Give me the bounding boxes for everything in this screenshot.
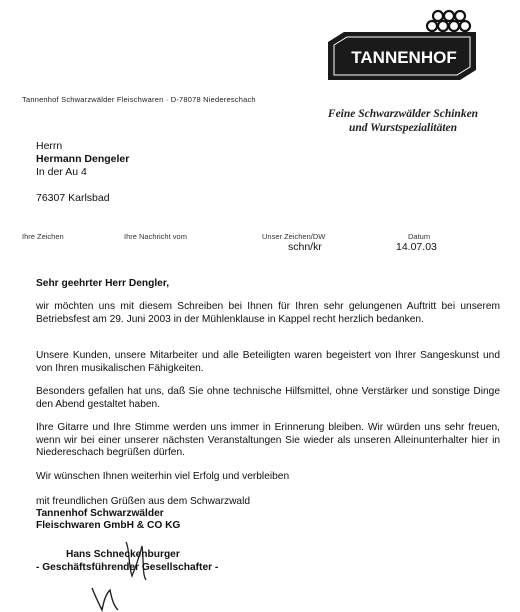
logo-brand-text: TANNENHOF [351,48,457,67]
sender-line: Tannenhof Schwarzwälder Fleischwaren · D-78078 Niedereschach [22,95,256,104]
tagline-line1: Feine Schwarzwälder Schinken [327,108,479,120]
letter-paragraph: Besonders gefallen hat uns, daß Sie ohne technische Hilfsmittel, ohne Verstärker und sonstige Dinge den Abend gestaltet haben. [36,386,500,410]
tagline [298,107,508,135]
letter-paragraph: Unsere Kunden, unsere Mitarbeiter und alle Beteiligten waren begeistert von Ihrer Sangeskunst und von Ihren musikalischen Fähigkeiten. [36,350,500,374]
recipient-street: In der Au 4 [36,166,87,178]
signature [88,536,198,612]
recipient-name: Hermann Dengeler [36,153,130,165]
letter-greeting: Sehr geehrter Herr Dengler, [36,278,170,289]
letter-paragraph: Ihre Gitarre und Ihre Stimme werden uns immer in Erinnerung bleiben. Wir würden uns sehr freuen, wenn wir bei einer unserer nächsten Veranstaltungen Sie wieder als unseren Alleinunterhalter hier in Niedereschach begrüßen dürfen. [36,422,500,459]
ref-unser-zeichen-value: schn/kr [288,241,322,253]
recipient-city: 76307 Karlsbad [36,192,110,204]
recipient-salutation: Herrn [36,140,63,152]
ref-datum-label: Datum [408,232,431,241]
logo-balls-icon [427,11,470,31]
ref-datum-value: 14.07.03 [396,241,437,253]
tagline-line2: und Wurstspezialitäten [348,122,458,134]
company-line1: Tannenhof Schwarzwälder [36,508,164,519]
ref-unser-zeichen-label: Unser Zeichen/DW [262,232,326,241]
tannenhof-logo [322,8,482,82]
ref-ihre-zeichen-label: Ihre Zeichen [22,232,64,241]
letter-closing: mit freundlichen Grüßen aus dem Schwarzwald [36,496,251,507]
letter-paragraph: Wir wünschen Ihnen weiterhin viel Erfolg und verbleiben [36,471,290,482]
ref-ihre-nachricht-label: Ihre Nachricht vom [124,232,187,241]
signer-name: Hans Schneckenburger [66,549,180,560]
company-line2: Fleischwaren GmbH & CO KG [36,520,181,531]
signer-title: - Geschäftsführender Gesellschafter - [36,562,219,573]
letter-paragraph: wir möchten uns mit diesem Schreiben bei Ihnen für Ihren sehr gelungenen Auftritt bei unserem Betriebsfest am 29. Juni 2003 in der Mühlenklause in Kappel recht herzlich bedanken. [36,301,500,325]
